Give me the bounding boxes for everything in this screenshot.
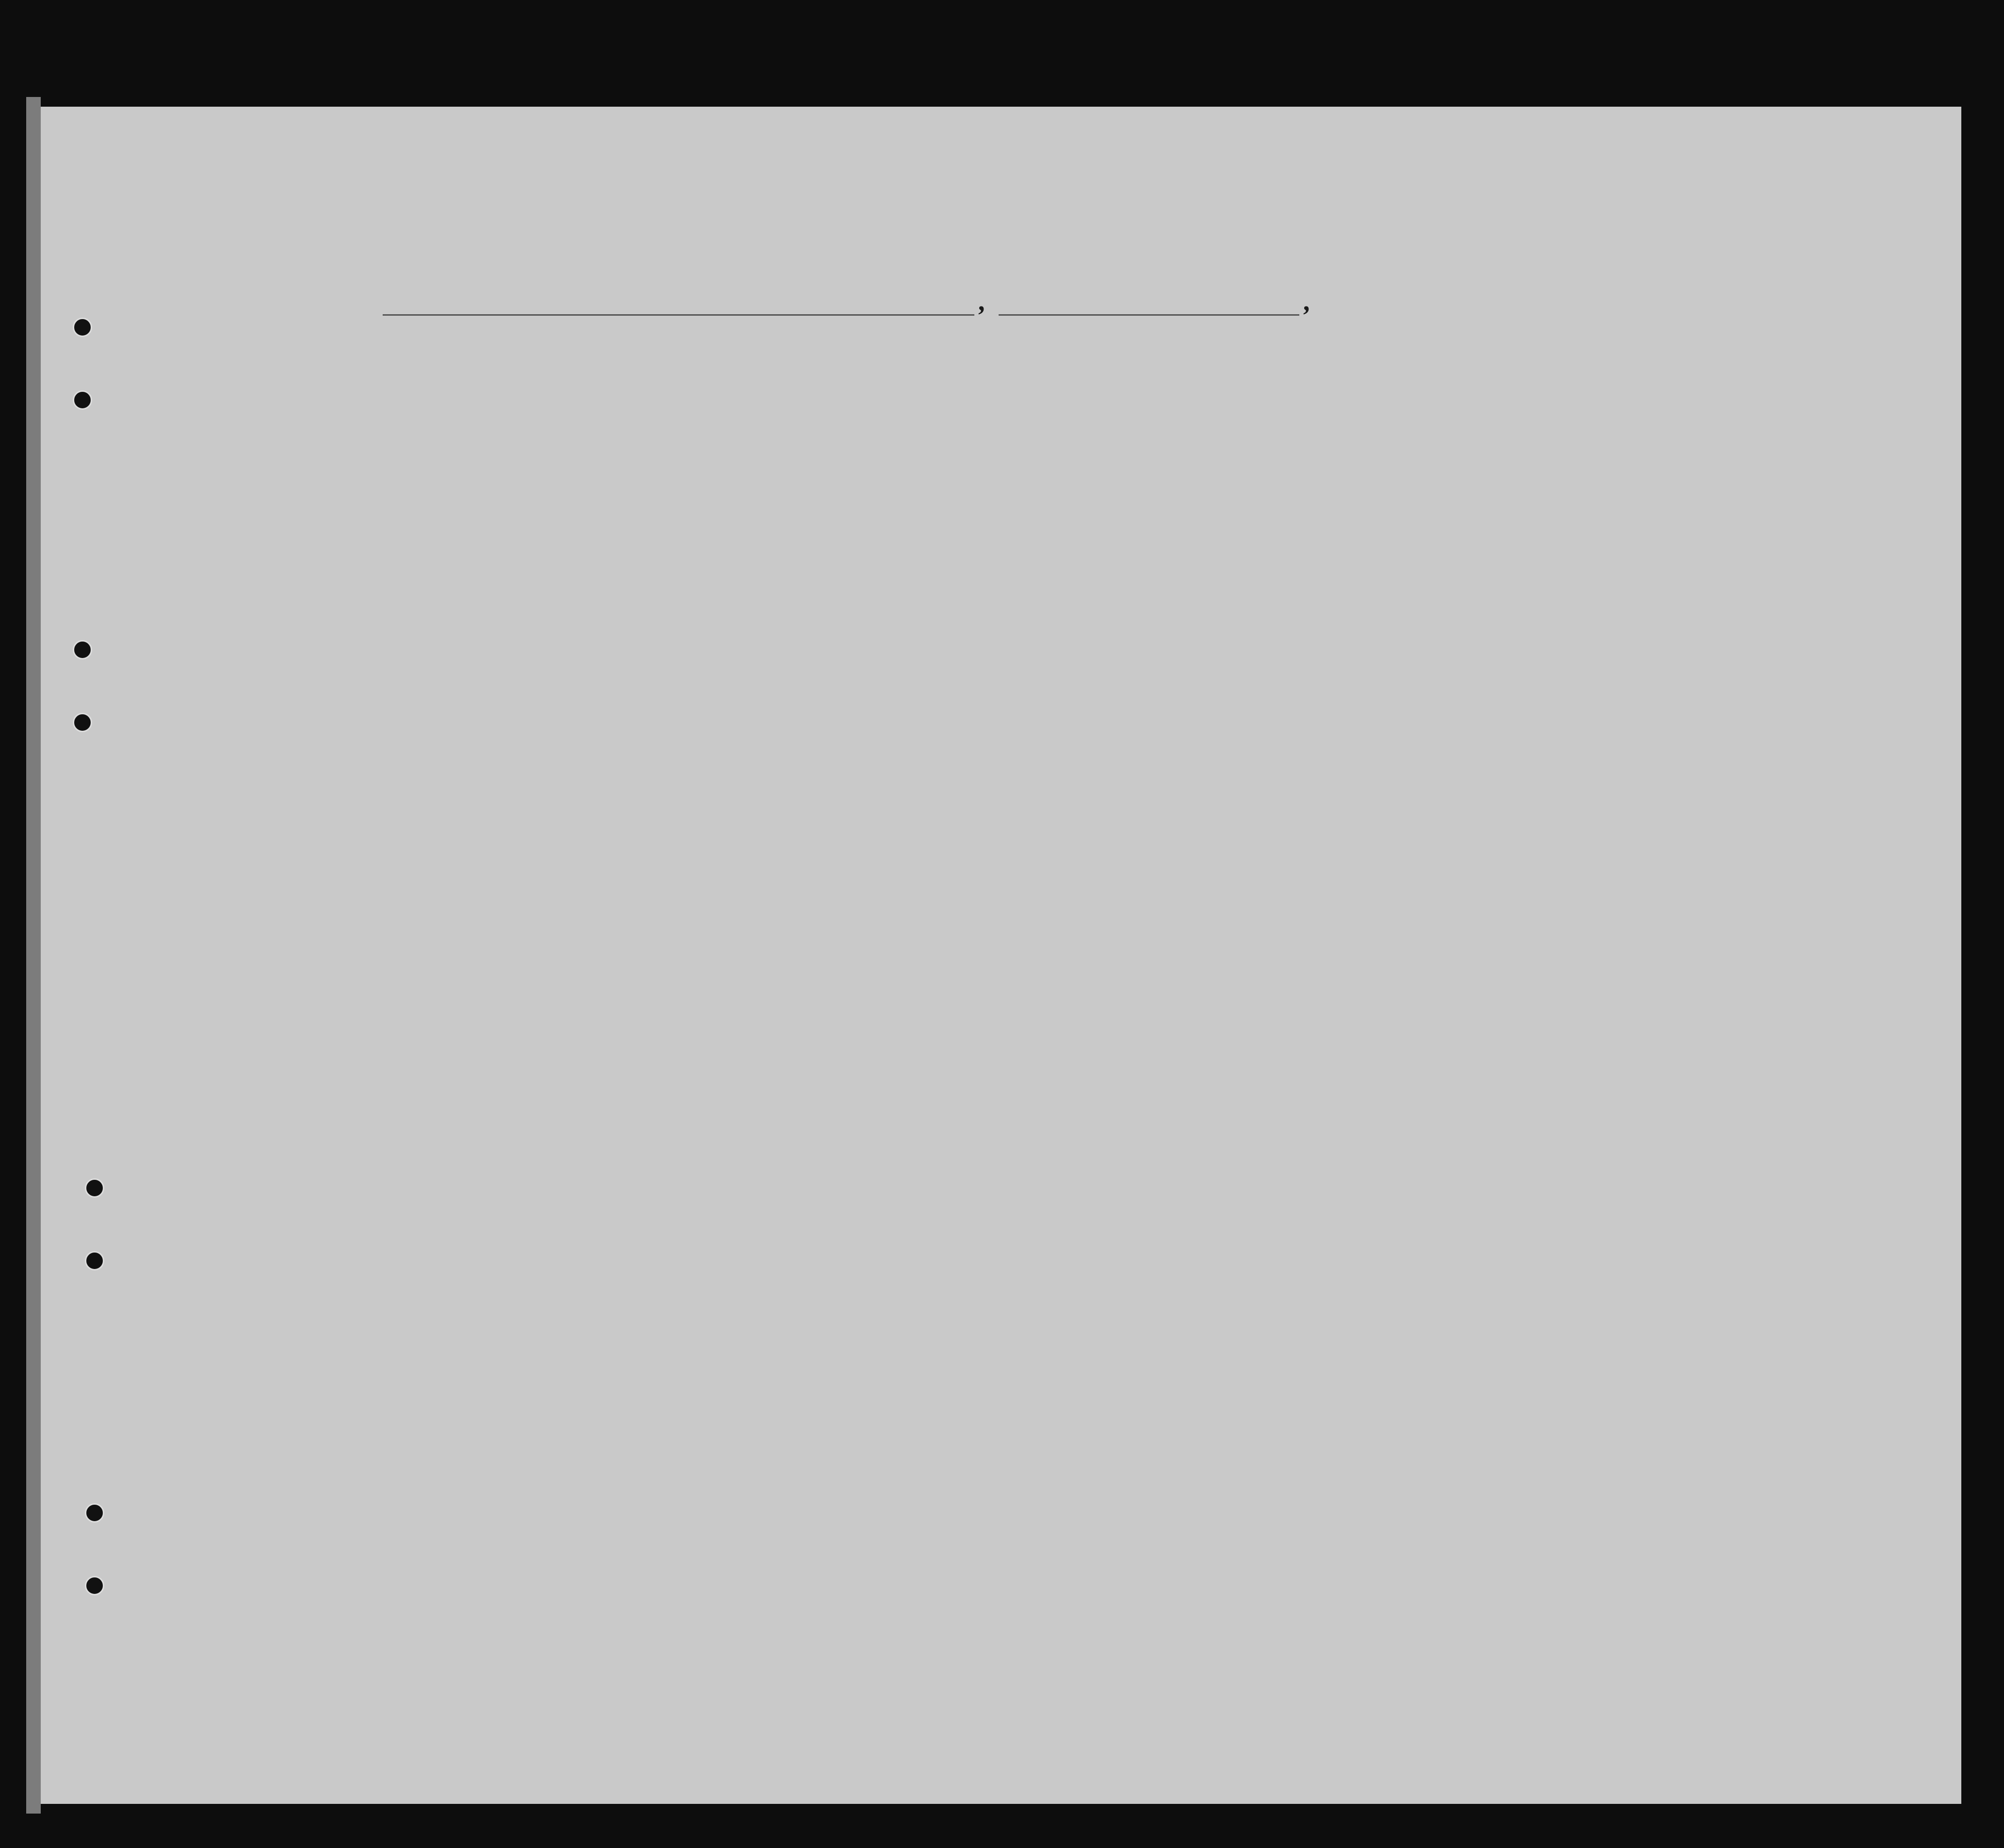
- binder-hole: [85, 1576, 104, 1595]
- binder-hole: [85, 1251, 104, 1270]
- binder-hole: [73, 318, 92, 337]
- binder-hole: [73, 713, 92, 732]
- binder-hole: [73, 640, 92, 659]
- manifest-sheet: [38, 107, 1961, 1804]
- table-grid: [41, 107, 1961, 1804]
- arriving-line: , ,: [111, 286, 1906, 320]
- binder-hole: [85, 1503, 104, 1523]
- binder-hole: [85, 1178, 104, 1198]
- binder-hole: [73, 390, 92, 410]
